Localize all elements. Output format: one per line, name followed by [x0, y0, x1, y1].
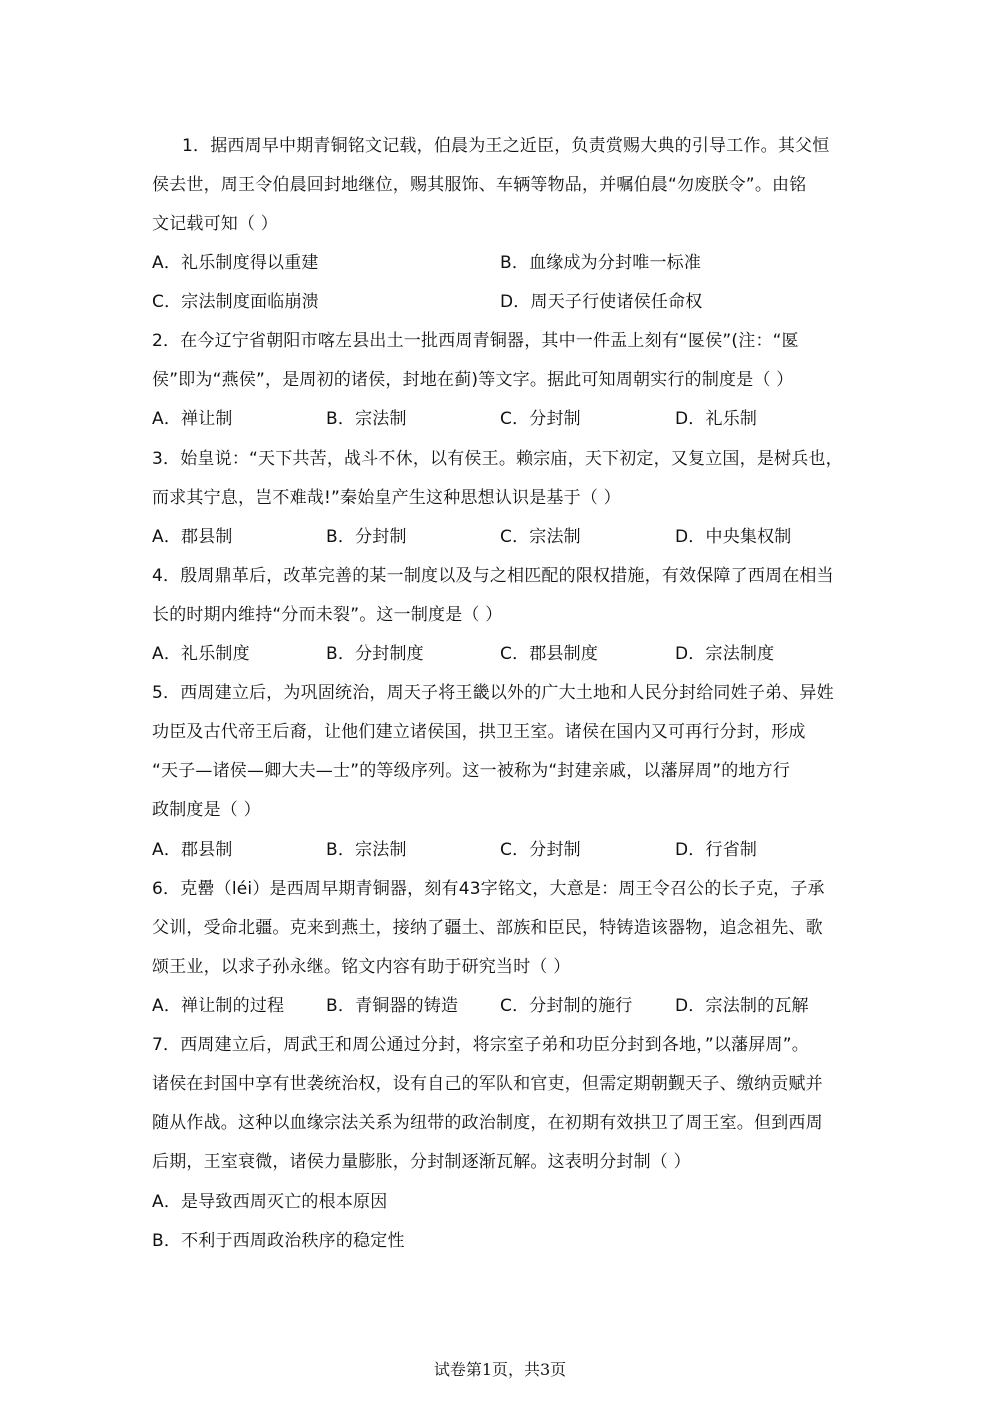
- q2-option-b[interactable]: B．宗法制: [326, 409, 407, 429]
- q2-line-2: 侯”即为“燕侯”，是周初的诸侯，封地在蓟)等文字。据此可知周朝实行的制度是（ ）: [152, 370, 794, 390]
- q3-option-c[interactable]: C．宗法制: [500, 527, 581, 547]
- q4-option-b[interactable]: B．分封制度: [326, 644, 424, 664]
- q3-line-1: 3．始皇说：“天下共苦，战斗不休，以有侯王。赖宗庙，天下初定，又复立国，是树兵也，: [152, 449, 843, 469]
- q4-option-c[interactable]: C．郡县制度: [500, 644, 599, 664]
- q2-option-a[interactable]: A．禅让制: [152, 409, 233, 429]
- q7-line-2: 诸侯在封国中享有世袭统治权，设有自己的军队和官吏，但需定期朝觐天子、缴纳贡赋并: [152, 1074, 823, 1094]
- q1-option-c[interactable]: C．宗法制度面临崩溃: [152, 292, 319, 312]
- q5-line-3: “天子—诸侯—卿大夫—士”的等级序列。这一被称为“封建亲戚，以藩屏周”的地方行: [152, 761, 791, 781]
- q2-line-1: 2．在今辽宁省朝阳市喀左县出土一批西周青铜器，其中一件盂上刻有“匽侯”(注：“匽: [152, 331, 799, 351]
- q5-option-d[interactable]: D．行省制: [675, 840, 758, 860]
- q3-line-2: 而求其宁息，岂不难哉!”秦始皇产生这种思想认识是基于（ ）: [152, 488, 621, 508]
- q3-option-b[interactable]: B．分封制: [326, 527, 407, 547]
- q2-option-d[interactable]: D．礼乐制: [675, 409, 758, 429]
- q1-option-d[interactable]: D．周天子行使诸侯任命权: [500, 292, 703, 312]
- q3-option-d[interactable]: D．中央集权制: [675, 527, 792, 547]
- q1-line-2: 侯去世，周王令伯晨回封地继位，赐其服饰、车辆等物品，并嘱伯晨“勿废朕令”。由铭: [152, 175, 807, 195]
- q6-line-3: 颂王业，以求子孙永继。铭文内容有助于研究当时（ ）: [152, 957, 571, 977]
- q1-option-b[interactable]: B．血缘成为分封唯一标准: [500, 253, 702, 273]
- q5-line-4: 政制度是（ ）: [152, 800, 261, 820]
- q7-line-1: 7．西周建立后，周武王和周公通过分封，将宗室子弟和功臣分封到各地，”以藩屏周”。: [152, 1035, 809, 1055]
- q5-option-a[interactable]: A．郡县制: [152, 840, 233, 860]
- q5-line-2: 功臣及古代帝王后裔，让他们建立诸侯国，拱卫王室。诸侯在国内又可再行分封，形成: [152, 722, 806, 742]
- q1-option-a[interactable]: A．礼乐制度得以重建: [152, 253, 319, 273]
- q5-line-1: 5．西周建立后，为巩固统治，周天子将王畿以外的广大土地和人民分封给同姓子弟、异姓: [152, 683, 834, 703]
- q7-option-a[interactable]: A．是导致西周灭亡的根本原因: [152, 1192, 388, 1212]
- q2-option-c[interactable]: C．分封制: [500, 409, 581, 429]
- q6-option-a[interactable]: A．禅让制的过程: [152, 996, 285, 1016]
- q6-option-d[interactable]: D．宗法制的瓦解: [675, 996, 809, 1016]
- q3-option-a[interactable]: A．郡县制: [152, 527, 233, 547]
- q6-line-2: 父训，受命北疆。克来到燕土，接纳了疆土、部族和臣民，特铸造该器物，追念祖先、歌: [152, 918, 823, 938]
- q4-line-1: 4．殷周鼎革后，改革完善的某一制度以及与之相匹配的限权措施，有效保障了西周在相当: [152, 566, 834, 586]
- q1-line-1: 1．据西周早中期青铜铭文记载，伯晨为王之近臣，负责赏赐大典的引导工作。其父恒: [182, 136, 830, 156]
- q6-option-b[interactable]: B．青铜器的铸造: [326, 996, 459, 1016]
- q6-line-1: 6．克罍（léi）是西周早期青铜器，刻有43字铭文，大意是：周王令召公的长子克，子承: [152, 879, 825, 899]
- page-footer: 试卷第1页，共3页: [433, 1360, 567, 1379]
- q5-option-c[interactable]: C．分封制: [500, 840, 581, 860]
- q7-line-3: 随从作战。这种以血缘宗法关系为纽带的政治制度，在初期有效拱卫了周王室。但到西周: [152, 1113, 823, 1133]
- q4-option-a[interactable]: A．礼乐制度: [152, 644, 250, 664]
- q4-line-2: 长的时期内维持“分而未裂”。这一制度是（ ）: [152, 605, 503, 625]
- q1-line-3: 文记载可知（ ）: [152, 214, 279, 234]
- q6-option-c[interactable]: C．分封制的施行: [500, 996, 633, 1016]
- q7-option-b[interactable]: B．不利于西周政治秩序的稳定性: [152, 1231, 405, 1251]
- q4-option-d[interactable]: D．宗法制度: [675, 644, 775, 664]
- q7-line-4: 后期，王室衰微，诸侯力量膨胀，分封制逐渐瓦解。这表明分封制（ ）: [152, 1152, 691, 1172]
- q5-option-b[interactable]: B．宗法制: [326, 840, 407, 860]
